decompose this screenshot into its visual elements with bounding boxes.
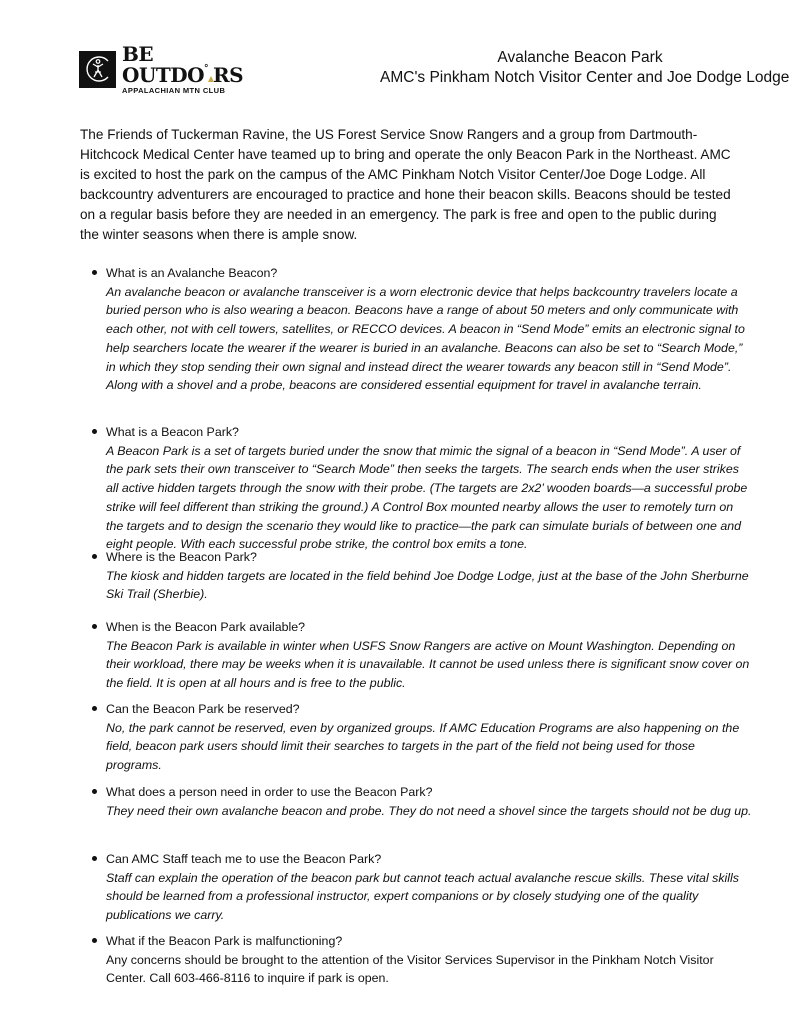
faq-question: What if the Beacon Park is malfunctioning? bbox=[106, 934, 343, 948]
bullet-icon bbox=[92, 706, 97, 711]
faq-answer: No, the park cannot be reserved, even by organized groups. If AMC Education Programs are also happening on the field, beacon park users should limit their searches to targets in the part of the field not being used for those programs. bbox=[106, 720, 740, 773]
faq-question: Can the Beacon Park be reserved? bbox=[106, 702, 300, 716]
intro-paragraph: The Friends of Tuckerman Ravine, the US Forest Service Snow Rangers and a group from Dartmouth-Hitchcock Medical Center have teamed up to bring and operate the only Beacon Park in the Northeast. AMC is excited to host the park on the campus of the AMC Pinkham Notch Visitor Center/Joe Doge Lodge. All backcountry adventurers are encouraged to practice and hone their beacon skills. Beacons should be tested on a regular basis before they are needed in an emergency. The park is free and open to the public during the winter seasons when there is ample snow. bbox=[80, 127, 731, 242]
bullet-icon bbox=[92, 270, 97, 275]
faq-question: What is a Beacon Park? bbox=[106, 425, 239, 439]
faq-item-beacon-park bbox=[92, 423, 752, 554]
faq-question: Where is the Beacon Park? bbox=[106, 550, 257, 564]
bullet-icon bbox=[92, 856, 97, 861]
faq-question: When is the Beacon Park available? bbox=[106, 620, 306, 634]
faq-question: Can AMC Staff teach me to use the Beacon Park? bbox=[106, 852, 382, 866]
logo-tagline: APPALACHIAN MTN CLUB bbox=[122, 86, 226, 95]
faq-answer: The Beacon Park is available in winter when USFS Snow Rangers are active on Mount Washington. Depending on their workload, there may be weeks when it is unavailable. It cannot be used unless there is significant snow cover on the field. It is open at all hours and is free to the public. bbox=[106, 638, 750, 691]
faq-answer: A Beacon Park is a set of targets buried under the snow that mimic the signal of a beacon in “Send Mode”. A user of the park sets their own transceiver to “Search Mode” then seeks the targets. The search ends when the user strikes all active hidden targets through the snow with their probe. (The targets are 2x2’ wooden boards—a successful probe strike will feel different than striking the ground.) A Control Box mounted nearby allows the user to remotely turn on the targets and to design the scenario they would like to practice—the park can simulate burials of between one and eight people. With each successful probe strike, the control box emits a tone. bbox=[106, 443, 748, 552]
faq-item-location bbox=[92, 548, 752, 604]
document-subtitle: AMC's Pinkham Notch Visitor Center and Joe Dodge Lodge bbox=[380, 69, 790, 86]
bullet-icon bbox=[92, 789, 97, 794]
bullet-icon bbox=[92, 938, 97, 943]
faq-answer: They need their own avalanche beacon and probe. They do not need a shovel since the targets should not be dug up. bbox=[106, 803, 752, 818]
faq-question: What does a person need in order to use the Beacon Park? bbox=[106, 785, 433, 799]
bullet-icon bbox=[92, 624, 97, 629]
hiker-emblem-icon bbox=[79, 51, 116, 88]
faq-answer: Staff can explain the operation of the beacon park but cannot teach actual avalanche rescue skills. These vital skills should be learned from a professional instructor, expert companions or by closely studying one of the quality publications we carry. bbox=[106, 870, 739, 923]
faq-item-malfunction bbox=[92, 932, 752, 988]
faq-item-requirements bbox=[92, 783, 752, 820]
document-title: Avalanche Beacon Park bbox=[497, 49, 663, 66]
faq-question: What is an Avalanche Beacon? bbox=[106, 266, 278, 280]
faq-item-avalanche-beacon bbox=[92, 264, 752, 395]
faq-answer: Any concerns should be brought to the attention of the Visitor Services Supervisor in the Pinkham Notch Visitor Center. Call 603-466-8116 to inquire if park is open. bbox=[106, 952, 714, 986]
faq-answer: The kiosk and hidden targets are located in the field behind Joe Dodge Lodge, just at the base of the John Sherburne Ski Trail (Sherbie). bbox=[106, 568, 749, 602]
be-outdoors-logo bbox=[79, 44, 243, 95]
logo-dot-icon: ° bbox=[204, 64, 209, 74]
logo-word-outdoors-a: OUTDO bbox=[122, 63, 205, 87]
logo-word-be: BE bbox=[122, 42, 154, 66]
bullet-icon bbox=[92, 554, 97, 559]
faq-item-reservation bbox=[92, 700, 752, 775]
faq-item-availability bbox=[92, 618, 752, 693]
logo-word-outdoors-b: RS bbox=[213, 63, 244, 87]
document-title-block bbox=[380, 48, 790, 88]
faq-item-staff-teaching bbox=[92, 850, 752, 925]
logo-word-outdoors bbox=[122, 65, 243, 85]
bullet-icon bbox=[92, 429, 97, 434]
faq-answer: An avalanche beacon or avalanche transceiver is a worn electronic device that helps backcountry travelers locate a buried person who is also wearing a beacon. Beacons have a range of about 50 meters and only communicate with each other, not with cell towers, satellites, or RECCO devices. A beacon in “Send Mode” emits an electronic signal to help searchers locate the wearer if the wearer is buried in an avalanche. Beacons can also be set to “Search Mode,” in which they stop sending their own signal and instead direct the wearer towards any beacon still in “Send Mode”. Along with a shovel and a probe, beacons are considered essential equipment for travel in avalanche terrain. bbox=[106, 284, 745, 393]
